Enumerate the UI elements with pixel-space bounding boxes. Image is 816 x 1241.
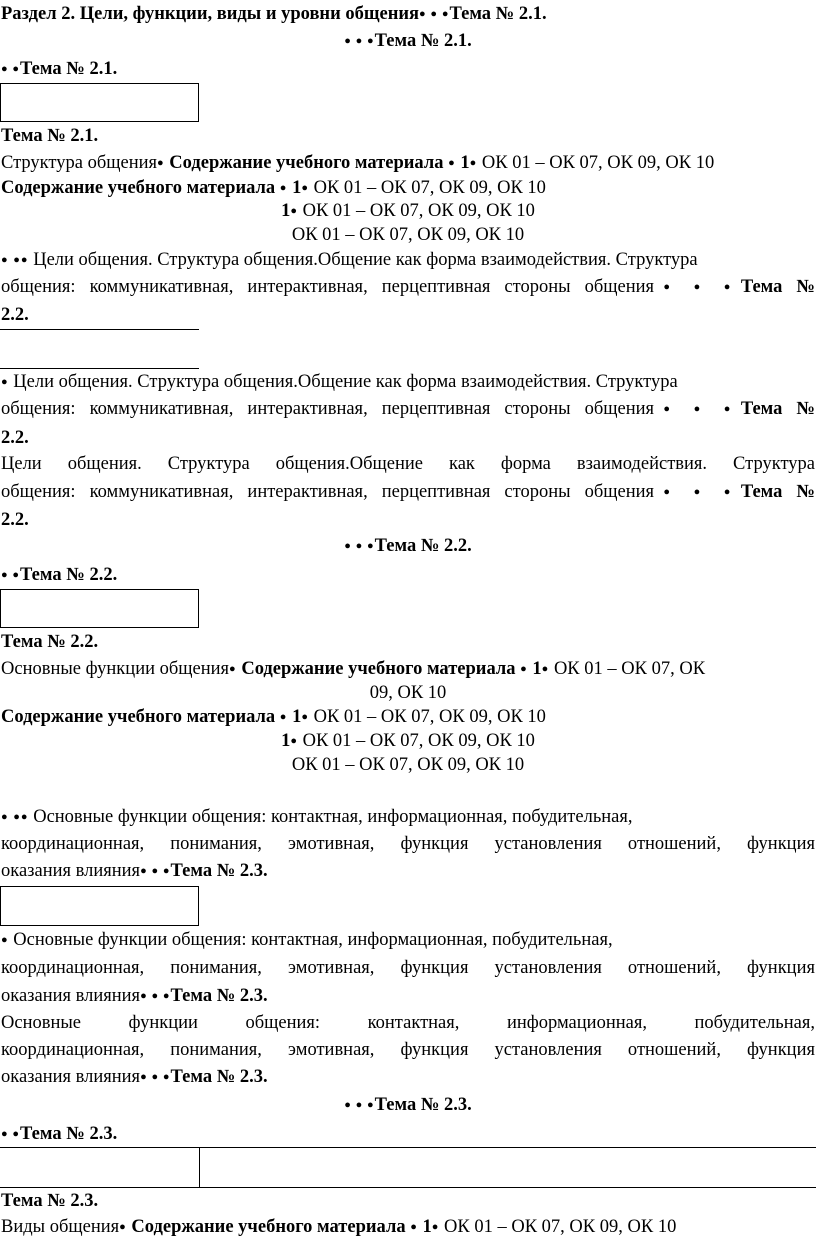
bullet: ● — [1, 811, 9, 823]
content-label: Содержание учебного материала — [241, 659, 516, 679]
table-rule — [0, 1187, 816, 1188]
functions-line — [1, 929, 815, 951]
next-topic: 2.2. — [1, 428, 29, 448]
functions-text: оказания влияния — [1, 986, 141, 1006]
topic-line — [1, 30, 815, 52]
content-label: Содержание учебного материала — [1, 707, 276, 727]
next-topic: Тема № 2.3. — [170, 1067, 268, 1087]
competencies: ОК 01 – ОК 07, ОК 09, ОК 10 — [291, 225, 525, 245]
topic-label: Тема № 2.2. — [20, 565, 118, 585]
goals-line — [1, 509, 815, 531]
bullet-group: ● ● ● — [344, 540, 375, 552]
table-rule — [0, 1147, 816, 1148]
content-label: Содержание учебного материала — [1, 178, 276, 198]
bullet: ● — [290, 205, 298, 217]
next-topic: Тема № — [740, 482, 815, 502]
content-line — [1, 706, 815, 728]
bullet-group: ● ● ● — [344, 35, 375, 47]
competencies: ОК 01 – ОК 07, ОК 09, ОК 10 — [481, 153, 715, 173]
empty-cell — [0, 83, 199, 122]
bullet: ● — [469, 157, 478, 169]
topic-heading — [1, 631, 815, 653]
functions-line — [1, 860, 815, 882]
bullet: ● — [1, 254, 9, 266]
goals-text: Цели общения. Структура общения.Общение как форма взаимодействия. Структура — [33, 250, 698, 270]
types-label: Виды общения — [1, 1217, 120, 1237]
bullet: ● — [410, 1221, 418, 1233]
bullet-group: ● ● — [1, 63, 21, 75]
topic-line — [1, 58, 815, 80]
lesson-number: 1 — [532, 659, 542, 679]
functions-text: Основные функции общения: контактная, информационная, побудительная, — [1, 1013, 815, 1033]
bullet: ● — [448, 157, 456, 169]
functions-text: оказания влияния — [1, 861, 141, 881]
bullet: ● — [157, 157, 165, 169]
content-label: Содержание учебного материала — [169, 153, 444, 173]
goals-text: общения: коммуникативная, интерактивная, перцептивная стороны общения — [1, 482, 655, 502]
topic-label: Тема № 2.1. — [20, 59, 118, 79]
topic-line — [1, 564, 815, 586]
bullet-group: ● ● — [1, 569, 21, 581]
lesson-number: 1 — [281, 731, 291, 751]
lesson-number: 1 — [292, 707, 302, 727]
functions-line — [1, 658, 815, 680]
bullet-group: ● ● ● — [654, 486, 741, 498]
next-topic: Тема № 2.3. — [170, 861, 268, 881]
competencies-line — [1, 224, 815, 246]
competencies: ОК 01 – ОК 07, ОК 09, ОК 10 — [313, 707, 546, 727]
goals-text: общения: коммуникативная, интерактивная, перцептивная стороны общения — [1, 277, 655, 297]
functions-label: Основные функции общения — [1, 659, 230, 679]
content-line — [1, 177, 815, 199]
competencies-line — [1, 754, 815, 776]
competencies: ОК 01 – ОК 07, ОК 09, ОК 10 — [444, 1217, 677, 1237]
bullet-group: ● ● ● — [344, 1099, 375, 1111]
bullet-group: ● ● ● — [140, 1071, 171, 1083]
functions-text: Основные функции общения: контактная, информационная, побудительная, — [13, 930, 613, 950]
goals-line — [1, 481, 815, 503]
empty-cell — [0, 589, 199, 628]
bullet: ● — [229, 663, 237, 675]
divider — [0, 368, 199, 369]
bullet: ● — [290, 735, 298, 747]
functions-line — [1, 806, 815, 828]
bullet: ● — [279, 182, 288, 194]
section-title: Раздел 2. Цели, функции, виды и уровни общения — [1, 4, 420, 24]
next-topic: Тема № 2.3. — [170, 986, 268, 1006]
bullet-group: ● ● ● — [140, 990, 171, 1002]
topic-label: Тема № 2.1. — [1, 126, 99, 146]
goals-line — [1, 453, 815, 475]
topic-label: Тема № 2.1. — [374, 31, 472, 51]
goals-text: Цели общения. Структура общения.Общение как форма взаимодействия. Структура — [13, 372, 678, 392]
bullet: ● — [1, 376, 9, 388]
functions-text: координационная, понимания, эмотивная, функция установления отношений, функция — [1, 958, 815, 978]
functions-line — [1, 985, 815, 1007]
bullet: ● — [301, 711, 309, 723]
topic-line — [1, 1094, 815, 1116]
goals-line — [1, 398, 815, 420]
lesson-number: 1 — [281, 201, 291, 221]
bullet: ● — [541, 663, 550, 675]
goals-line — [1, 427, 815, 449]
functions-line — [1, 1039, 815, 1061]
competencies: ОК 01 – ОК 07, ОК — [553, 659, 706, 679]
topic-line — [1, 1123, 815, 1145]
table-rule — [199, 1147, 200, 1187]
lesson-number: 1 — [422, 1217, 432, 1237]
goals-line — [1, 276, 815, 298]
competencies: ОК 01 – ОК 07, ОК 09, ОК 10 — [302, 201, 535, 221]
competencies-line — [1, 682, 815, 704]
goals-line — [1, 249, 815, 271]
bullet: ● — [520, 663, 528, 675]
bullet: ● — [1, 934, 9, 946]
topic-label: Тема № 2.3. — [374, 1095, 472, 1115]
bullet-group: ● ● ● — [654, 281, 741, 293]
bullet-group: ● ● ● — [654, 403, 741, 415]
topic-line — [1, 535, 815, 557]
bullet-group: ● ● ● — [419, 8, 450, 20]
lesson-number: 1 — [292, 178, 302, 198]
competencies: ОК 01 – ОК 07, ОК 09, ОК 10 — [302, 731, 535, 751]
topic-label: Тема № 2.2. — [1, 632, 99, 652]
functions-text: координационная, понимания, эмотивная, функция установления отношений, функция — [1, 1040, 815, 1060]
lesson-number: 1 — [460, 153, 470, 173]
bullet-pair: ●● — [13, 811, 29, 823]
empty-cell — [0, 886, 199, 926]
competencies: ОК 01 – ОК 07, ОК 09, ОК 10 — [291, 755, 525, 775]
functions-line — [1, 1012, 815, 1034]
goals-line — [1, 371, 815, 393]
topic-heading — [1, 125, 815, 147]
types-line — [1, 1216, 815, 1238]
topic-label: Тема № 2.3. — [20, 1124, 118, 1144]
functions-text: Основные функции общения: контактная, информационная, побудительная, — [33, 807, 633, 827]
bullet: ● — [301, 182, 309, 194]
competencies-line — [1, 730, 815, 752]
topic-heading — [1, 1190, 815, 1212]
functions-line — [1, 957, 815, 979]
functions-line — [1, 833, 815, 855]
topic-label: Тема № 2.2. — [374, 536, 472, 556]
bullet-group: ● ● — [1, 1128, 21, 1140]
section-heading — [1, 3, 815, 25]
next-topic: Тема № — [740, 277, 815, 297]
next-topic: 2.2. — [1, 305, 29, 325]
competencies: 09, ОК 10 — [369, 683, 447, 703]
goals-line — [1, 304, 815, 326]
divider — [0, 329, 199, 330]
goals-text: Цели общения. Структура общения.Общение как форма взаимодействия. Структура — [1, 454, 815, 474]
bullet: ● — [119, 1221, 127, 1233]
topic-label: Тема № 2.3. — [1, 1191, 99, 1211]
competencies-line — [1, 200, 815, 222]
bullet: ● — [279, 711, 288, 723]
functions-text: координационная, понимания, эмотивная, функция установления отношений, функция — [1, 834, 815, 854]
competencies: ОК 01 – ОК 07, ОК 09, ОК 10 — [313, 178, 546, 198]
next-topic: 2.2. — [1, 510, 29, 530]
content-label: Содержание учебного материала — [131, 1217, 406, 1237]
structure-line — [1, 152, 815, 174]
structure-label: Структура общения — [1, 153, 158, 173]
bullet-group: ● ● ● — [140, 865, 171, 877]
next-topic: Тема № — [740, 399, 815, 419]
goals-text: общения: коммуникативная, интерактивная, перцептивная стороны общения — [1, 399, 655, 419]
bullet-pair: ●● — [13, 254, 29, 266]
topic-label: Тема № 2.1. — [449, 4, 547, 24]
bullet: ● — [431, 1221, 440, 1233]
functions-line — [1, 1066, 815, 1088]
functions-text: оказания влияния — [1, 1067, 141, 1087]
